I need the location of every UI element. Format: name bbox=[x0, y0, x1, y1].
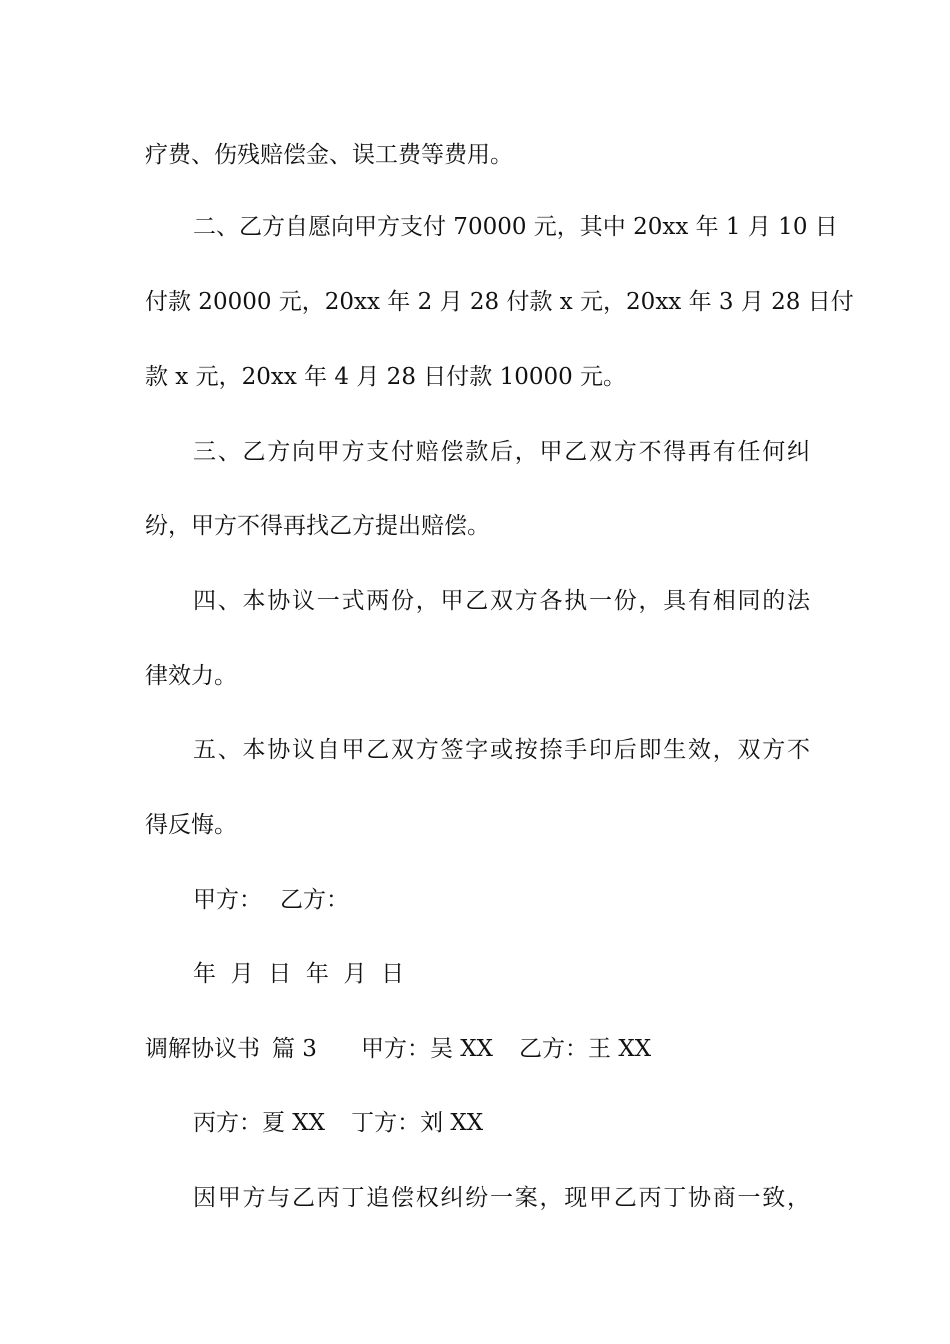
paragraph-line: 三、乙方向甲方支付赔偿款后，甲乙双方不得再有任何纠 bbox=[193, 439, 810, 465]
party-c-name: 丙方：夏 XX bbox=[193, 1110, 326, 1136]
section-title: 调解协议书 bbox=[145, 1036, 260, 1062]
party-b-name: 乙方：王 XX bbox=[519, 1036, 652, 1062]
party-a-signature-label: 甲方： bbox=[193, 887, 262, 913]
signature-line bbox=[193, 885, 810, 915]
party-a-name: 甲方：吴 XX bbox=[360, 1036, 494, 1062]
section-heading-line bbox=[145, 1034, 810, 1064]
paragraph-line: 律效力。 bbox=[145, 663, 237, 689]
paragraph-line: 疗费、伤残赔偿金、误工费等费用。 bbox=[145, 142, 513, 168]
paragraph-line: 五、本协议自甲乙双方签字或按捺手印后即生效，双方不 bbox=[193, 737, 810, 763]
paragraph-line: 得反悔。 bbox=[145, 812, 237, 838]
paragraph-line: 四、本协议一式两份，甲乙双方各执一份，具有相同的法 bbox=[193, 588, 810, 614]
party-d-name: 丁方：刘 XX bbox=[351, 1110, 484, 1136]
section-part: 篇 3 bbox=[272, 1036, 317, 1062]
parties-cd-line bbox=[193, 1108, 810, 1138]
party-b-signature-label: 乙方： bbox=[280, 887, 349, 913]
paragraph-line: 款 x 元，20xx 年 4 月 28 日付款 10000 元。 bbox=[145, 364, 627, 390]
paragraph-line: 因甲方与乙丙丁追偿权纠纷一案，现甲乙丙丁协商一致， bbox=[193, 1185, 810, 1211]
paragraph-line: 纷，甲方不得再找乙方提出赔偿。 bbox=[145, 513, 490, 539]
paragraph-line: 付款 20000 元，20xx 年 2 月 28 付款 x 元，20xx 年 3 月 28 日付 bbox=[145, 289, 854, 315]
paragraph-line: 二、乙方自愿向甲方支付 70000 元，其中 20xx 年 1 月 10 日 bbox=[193, 214, 838, 240]
date-line: 年 月 日 年 月 日 bbox=[193, 961, 405, 987]
